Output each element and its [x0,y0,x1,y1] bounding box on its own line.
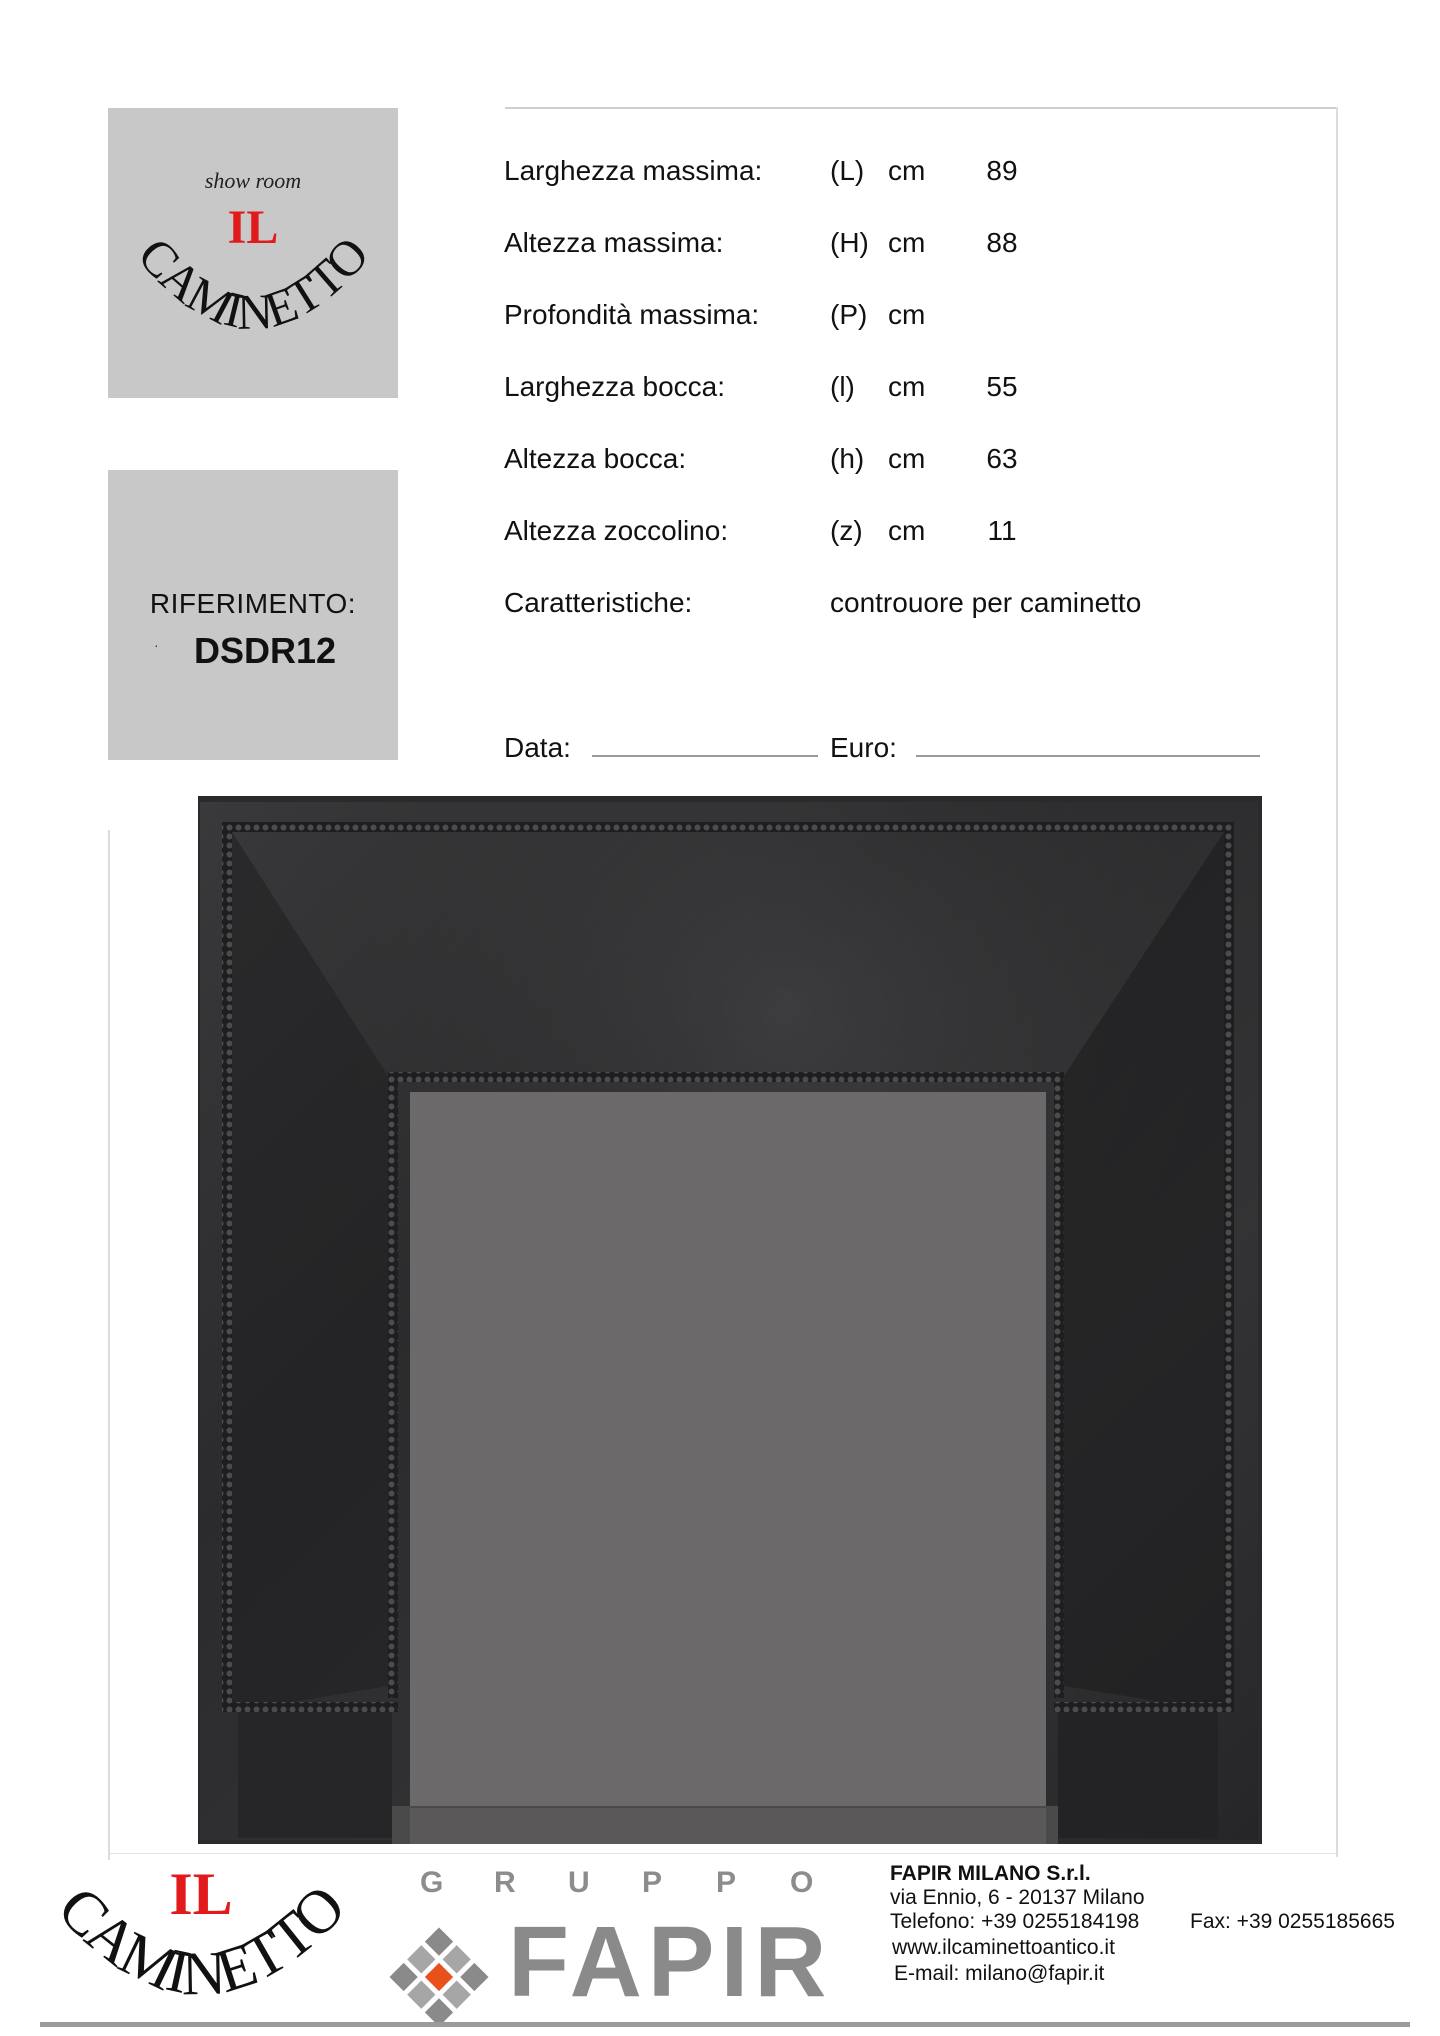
data-label: Data: [504,732,571,763]
company-name: FAPIR MILANO S.r.l. [890,1862,1091,1885]
spec-frame-top [505,107,1338,109]
footer-logo-arc [36,1860,366,2020]
fapir-diamond-icon [386,1924,492,2030]
gruppo-letter: G [420,1866,444,1899]
spec-label: Larghezza bocca: [504,371,726,402]
spec-label: Larghezza massima: [504,155,763,186]
spec-symbol: (H) [830,227,869,258]
reference-code: DSDR12 [193,630,337,671]
gruppo-letter: P [642,1866,663,1899]
company-fax: Fax: +39 0255185665 [1190,1910,1395,1933]
features-value: controuore per caminetto [830,587,1142,618]
spec-value: 11 [987,515,1017,546]
showroom-logo [108,108,398,398]
data-field-line[interactable] [592,755,818,757]
spec-value: 55 [986,371,1018,402]
spec-unit: cm [888,155,926,186]
reference-label: RIFERIMENTO: [149,588,357,619]
spec-value: 89 [986,155,1018,186]
fapir-wordmark: FAPIR [508,1906,833,2018]
footer-caminetto-logo [36,1860,366,2020]
company-email[interactable]: E-mail: milano@fapir.it [894,1962,1105,1985]
spec-label: Altezza zoccolino: [504,515,729,546]
spec-label: Altezza massima: [504,227,724,258]
spec-label: Altezza bocca: [504,443,687,474]
spec-unit: cm [888,515,926,546]
features-label: Caratteristiche: [504,587,693,618]
spec-unit: cm [888,227,926,258]
spec-symbol: (P) [830,299,868,330]
spec-value: 88 [986,227,1018,258]
logo-showroom-text: show room [204,168,302,193]
reference-mark: · [154,637,159,653]
spec-unit: cm [888,371,926,402]
spec-unit: cm [888,443,926,474]
footer-top-rule [108,1853,1338,1854]
spec-label: Profondità massima: [504,299,760,330]
spec-frame-right [1336,107,1338,1857]
euro-label: Euro: [830,732,897,763]
company-phone: Telefono: +39 0255184198 [890,1910,1140,1933]
spec-symbol: (z) [830,515,863,546]
logo-il-text: IL [227,201,279,254]
footer-logo-caminetto-text: CAMINETTO [44,1873,358,2009]
spec-value: 63 [986,443,1018,474]
gruppo-letter: P [716,1866,737,1899]
spec-symbol: (h) [830,443,865,474]
company-address: via Ennio, 6 - 20137 Milano [890,1886,1145,1909]
gruppo-letter: O [790,1866,814,1899]
spec-symbol: (L) [830,155,865,186]
fireplace-insert-photo [198,796,1262,1844]
spec-unit: cm [888,299,926,330]
spec-frame-left [108,830,110,1860]
gruppo-letter: R [494,1866,516,1899]
euro-field-line[interactable] [916,755,1260,757]
reference-box [108,470,398,760]
footer-bottom-rule [40,2022,1410,2027]
footer-logo-il-text: IL [169,1861,233,1927]
company-website[interactable]: www.ilcaminettoantico.it [892,1936,1115,1959]
logo-caminetto-text: CAMINETTO [127,226,379,340]
spec-symbol: (l) [830,371,855,402]
logo-caminetto-arc [108,108,398,398]
gruppo-letter: U [568,1866,590,1899]
